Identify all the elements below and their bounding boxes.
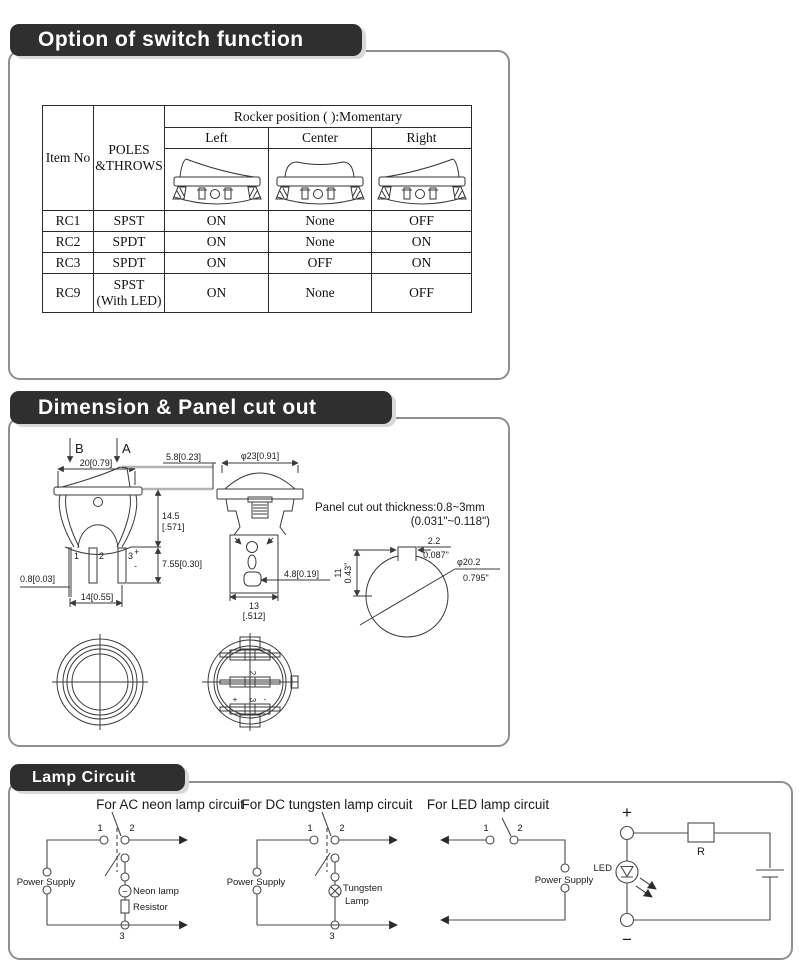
dim-cutout-dia-in: 0.795": [463, 573, 489, 583]
dimension-drawing: [8, 417, 506, 743]
cell-left: ON: [165, 253, 269, 274]
dim-thickness: 0.8[0.03]: [20, 574, 56, 584]
dim-vertical: 11: [333, 568, 343, 578]
rocker-center-cell: [269, 149, 372, 211]
cell-right: ON: [372, 253, 472, 274]
polarity-plus-label: +: [622, 803, 632, 822]
dim-base-width: 13: [248, 601, 260, 611]
ac-terminal-2: 2: [129, 823, 135, 834]
cell-center: None: [269, 232, 372, 253]
bottom-terminal-3-label: 3: [248, 697, 257, 703]
side-view-drawing: [20, 438, 216, 607]
ac-neon-circuit: [17, 797, 244, 942]
tungsten-lamp-label-2: Lamp: [345, 896, 369, 907]
led-terminal-1: 1: [483, 823, 489, 834]
resistor-r-label: R: [697, 846, 705, 858]
col-header-center: Center: [269, 128, 372, 149]
terminal-1-label: 1: [74, 551, 80, 561]
rocker-center-illustration: [271, 151, 369, 209]
dc-power-supply-label: Power Supply: [226, 877, 286, 888]
neon-lamp-symbol: ~: [122, 886, 128, 897]
ac-terminal-1: 1: [97, 823, 103, 834]
cell-item: RC3: [43, 253, 94, 274]
ac-power-supply-label: Power Supply: [16, 877, 76, 888]
cell-item: RC1: [43, 211, 94, 232]
top-view-drawing: [52, 634, 148, 730]
col-header-item-no: Item No: [43, 106, 94, 211]
cell-item: RC2: [43, 232, 94, 253]
cell-poles: SPDT: [94, 253, 165, 274]
rocker-left-illustration: [168, 151, 266, 209]
cell-left: ON: [165, 232, 269, 253]
poles-line2: &THROWS: [95, 158, 163, 173]
ac-circuit-title: For AC neon lamp circuit: [96, 797, 244, 812]
cell-left: ON: [165, 211, 269, 232]
dim-pitch: 14[0.55]: [80, 592, 114, 602]
lamp-circuit-drawing: [8, 781, 789, 956]
section-header-switch-function: [10, 24, 362, 56]
poles-line2: (With LED): [96, 293, 162, 308]
section-header-dimension: [10, 391, 392, 424]
dim-notch: 2.2: [427, 536, 441, 546]
rocker-right-cell: [372, 149, 472, 211]
dc-circuit-title: For DC tungsten lamp circuit: [241, 797, 413, 812]
dc-terminal-1: 1: [307, 823, 313, 834]
section-title: Option of switch function: [38, 28, 304, 51]
cell-poles: SPST: [94, 211, 165, 232]
dc-terminal-3: 3: [329, 931, 335, 942]
section-header-lamp-circuit: [10, 764, 185, 791]
section-title: Lamp Circuit: [32, 768, 136, 786]
ac-terminal-3: 3: [119, 931, 125, 942]
led-wiring-detail: [594, 803, 784, 949]
cell-center: None: [269, 211, 372, 232]
cell-center: None: [269, 274, 372, 313]
view-label-b: B: [75, 441, 84, 456]
col-header-right: Right: [372, 128, 472, 149]
led-circuit: [427, 797, 784, 949]
table-row: [43, 232, 472, 253]
terminal-2-label: 2: [99, 551, 105, 561]
dim-height-in: [.571]: [162, 522, 185, 532]
dim-cutout-dia: φ20.2: [457, 557, 481, 567]
battery-symbol: [756, 870, 784, 877]
table-row: [43, 274, 472, 313]
polarity-minus: -: [134, 561, 137, 571]
bottom-terminal-2-label: 2: [248, 670, 257, 676]
cell-center: OFF: [269, 253, 372, 274]
poles-line1: SPST: [113, 277, 145, 292]
cell-item: RC9: [43, 274, 94, 313]
dim-width: 20[0.79]: [79, 458, 113, 468]
panel-cutout-drawing: [315, 502, 500, 637]
terminal-3-label: 3: [128, 551, 134, 561]
cutout-note-line2: (0.031"~0.118"): [410, 516, 490, 528]
bottom-view-drawing: [202, 633, 298, 731]
dim-slot: 4.8[0.19]: [284, 569, 320, 579]
section-title: Dimension & Panel cut out: [38, 395, 317, 419]
cell-left: ON: [165, 274, 269, 313]
dim-notch-in: 0.087": [423, 550, 449, 560]
led-power-supply-label: Power Supply: [534, 875, 594, 886]
cell-right: OFF: [372, 211, 472, 232]
resistor-label: Resistor: [133, 902, 168, 913]
bottom-polarity-plus: +: [232, 695, 238, 704]
dc-terminal-2: 2: [339, 823, 345, 834]
table-row: [43, 211, 472, 232]
dim-base-width-in: [.512]: [242, 611, 266, 621]
dc-tungsten-circuit: [227, 797, 413, 942]
polarity-plus: +: [134, 547, 140, 557]
cutout-note-line1: Panel cut out thickness:0.8~3mm: [315, 502, 485, 514]
polarity-minus-label: −: [622, 930, 632, 949]
led-label: LED: [593, 863, 612, 874]
cell-poles: SPDT: [94, 232, 165, 253]
switch-function-table: [42, 105, 472, 313]
led-terminal-2: 2: [517, 823, 523, 834]
rocker-position-header: Rocker position ( ):Momentary: [165, 106, 472, 128]
led-circuit-title: For LED lamp circuit: [426, 797, 550, 812]
dim-travel: 5.8[0.23]: [166, 452, 202, 462]
poles-line1: POLES: [108, 142, 150, 157]
rocker-right-illustration: [373, 151, 471, 209]
cell-right: ON: [372, 232, 472, 253]
cell-poles: [94, 274, 165, 313]
bottom-polarity-minus: -: [263, 695, 267, 704]
dim-height: 14.5: [162, 511, 180, 521]
front-view-drawing: [217, 451, 330, 621]
cell-right: OFF: [372, 274, 472, 313]
table-row: [43, 253, 472, 274]
dim-vertical-in: 0.43": [343, 562, 353, 584]
led-symbol: [616, 840, 656, 914]
dim-diameter: φ23[0.91]: [240, 451, 280, 461]
view-label-a: A: [122, 441, 131, 456]
neon-lamp-label: Neon lamp: [133, 886, 179, 897]
dim-terminal: 7.55[0.30]: [162, 559, 203, 569]
tungsten-lamp-label-1: Tungsten: [343, 883, 383, 894]
col-header-left: Left: [165, 128, 269, 149]
col-header-poles-throws: [94, 106, 165, 211]
rocker-left-cell: [165, 149, 269, 211]
